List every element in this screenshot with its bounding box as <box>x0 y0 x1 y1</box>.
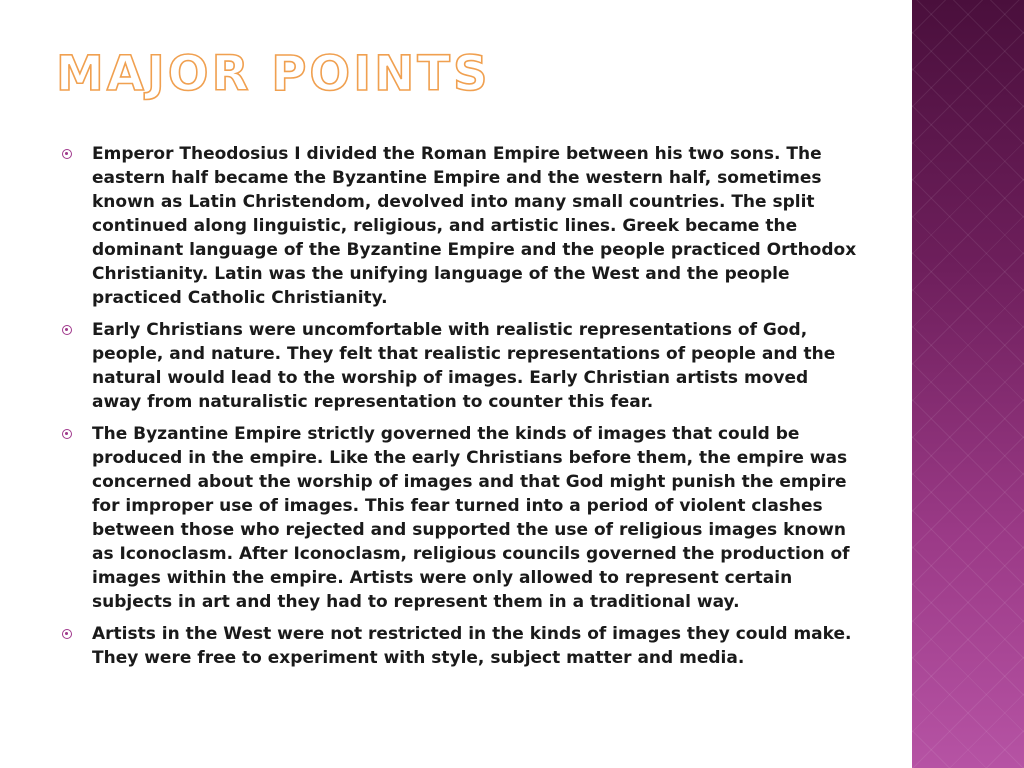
list-item <box>62 318 862 414</box>
decorative-sidebar <box>912 0 1024 768</box>
list-item <box>62 142 862 310</box>
list-item-text: The Byzantine Empire strictly governed the kinds of images that could be produced in the empire. Like the early Christians before them, the empire was concerned about the worship of images and that God might punish the empire for improper use of images. This fear turned into a period of violent clashes between those who rejected and supported the use of religious images known as Iconoclasm. After Iconoclasm, religious councils governed the production of images within the empire. Artists were only allowed to represent certain subjects in art and they had to represent them in a traditional way. <box>92 424 850 612</box>
circle-bullet-icon <box>62 429 72 439</box>
bullet-list <box>62 142 862 678</box>
slide-title: MAJOR POINTS <box>56 46 491 102</box>
circle-bullet-icon <box>62 149 72 159</box>
list-item-text: Emperor Theodosius I divided the Roman Empire between his two sons. The eastern half became the Byzantine Empire and the western half, sometimes known as Latin Christendom, devolved into many small countries. The split continued along linguistic, religious, and artistic lines. Greek became the dominant language of the Byzantine Empire and the people practiced Orthodox Christianity. Latin was the unifying language of the West and the people practiced Catholic Christianity. <box>92 144 857 308</box>
circle-bullet-icon <box>62 325 72 335</box>
list-item-text: Artists in the West were not restricted in the kinds of images they could make. They were free to experiment with style, subject matter and media. <box>92 624 852 668</box>
circle-bullet-icon <box>62 629 72 639</box>
list-item-text: Early Christians were uncomfortable with realistic representations of God, people, and nature. They felt that realistic representations of people and the natural would lead to the worship of images. Early Christian artists moved away from naturalistic representation to counter this fear. <box>92 320 836 412</box>
list-item <box>62 422 862 614</box>
list-item <box>62 622 862 670</box>
